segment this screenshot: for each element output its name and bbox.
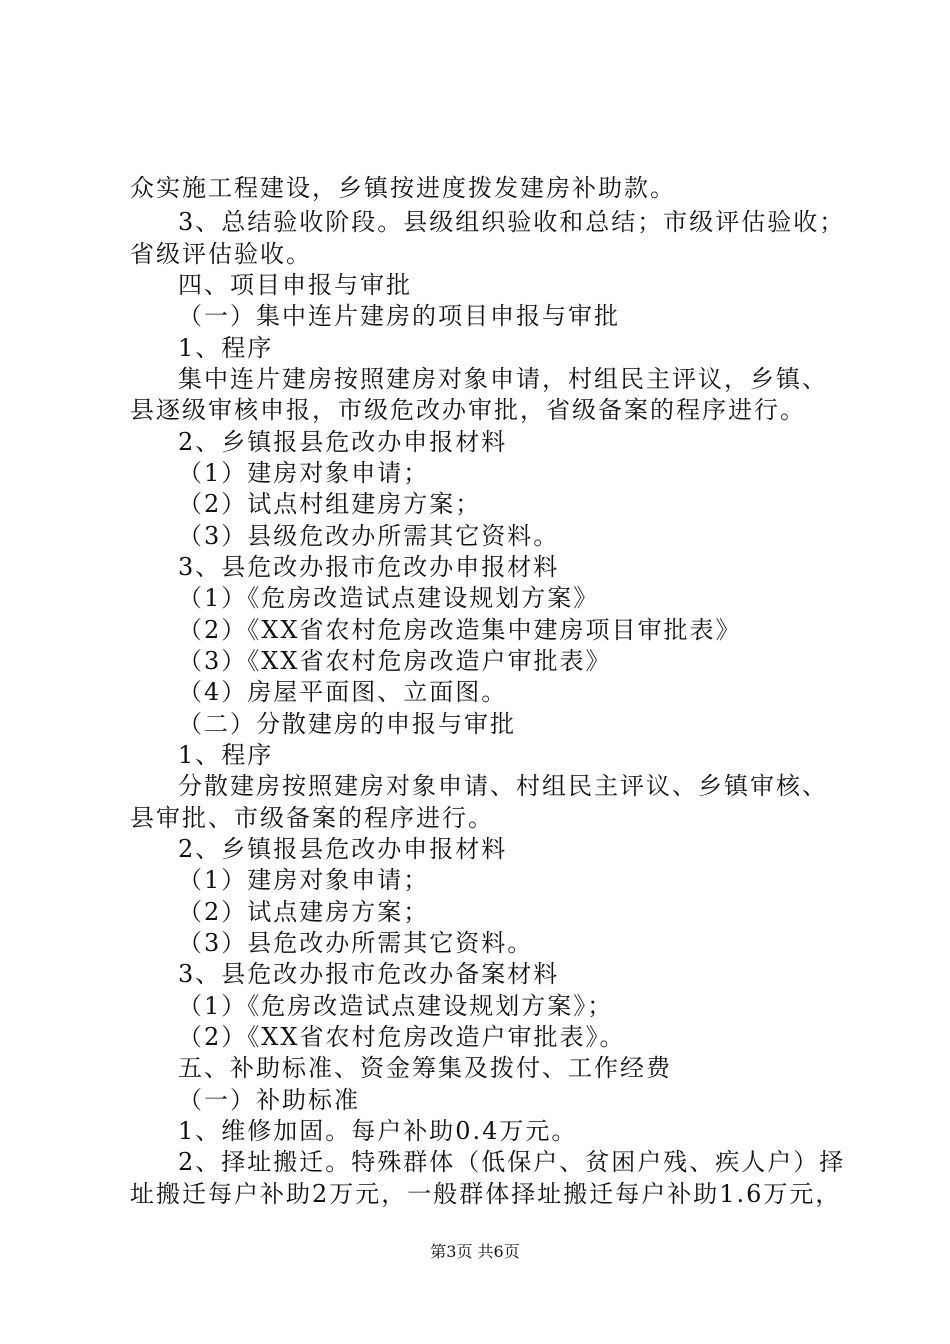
- text-line: 1、维修加固。每户补助0.4万元。: [178, 1117, 578, 1145]
- list-item: （1）建房对象申请；: [178, 459, 430, 487]
- text-line: 1、程序: [178, 334, 274, 362]
- text-line: 3、县危改办报市危改办备案材料: [178, 960, 560, 988]
- text-line: 1、程序: [178, 741, 274, 769]
- list-item: （2）试点建房方案；: [178, 898, 430, 926]
- list-item: （3）县级危改办所需其它资料。: [178, 522, 560, 550]
- list-item: （1）《危房改造试点建设规划方案》；: [178, 992, 614, 1020]
- text-line: 2、乡镇报县危改办申报材料: [178, 835, 508, 863]
- text-line: 众实施工程建设，乡镇按进度拨发建房补助款。: [130, 174, 676, 202]
- page-footer: 第3页 共6页: [430, 1242, 520, 1261]
- list-item: （2）《XX省农村危房改造集中建房项目审批表》: [178, 616, 742, 644]
- list-item: （3）《XX省农村危房改造户审批表》: [178, 647, 612, 675]
- list-item: （1）《危房改造试点建设规划方案》: [178, 584, 600, 612]
- text-line: 址搬迁每户补助2万元，一般群体择址搬迁每户补助1.6万元，: [130, 1180, 842, 1208]
- list-item: （3）县危改办所需其它资料。: [178, 929, 534, 957]
- text-line: 集中连片建房按照建房对象申请，村组民主评议，乡镇、: [178, 365, 828, 393]
- text-line: 3、县危改办报市危改办申报材料: [178, 553, 560, 581]
- list-item: （4）房屋平面图、立面图。: [178, 678, 508, 706]
- list-item: （1）建房对象申请；: [178, 866, 430, 894]
- text-line: 县逐级审核申报，市级危改办审批，省级备案的程序进行。: [130, 396, 806, 424]
- list-item: （2）试点村组建房方案；: [178, 490, 482, 518]
- subsection-heading: （一）集中连片建房的项目申报与审批: [178, 302, 620, 330]
- text-line: 分散建房按照建房对象申请、村组民主评议、乡镇审核、: [178, 772, 828, 800]
- subsection-heading: （二）分散建房的申报与审批: [178, 710, 516, 738]
- text-line: 县审批、市级备案的程序进行。: [130, 804, 494, 832]
- section-heading: 五、补助标准、资金筹集及拨付、工作经费: [178, 1054, 672, 1082]
- text-line: 2、择址搬迁。特殊群体（低保户、贫困户残、疾人户）择: [178, 1148, 846, 1176]
- text-line: 2、乡镇报县危改办申报材料: [178, 428, 508, 456]
- subsection-heading: （一）补助标准: [178, 1086, 360, 1114]
- list-item: （2）《XX省农村危房改造户审批表》。: [178, 1023, 626, 1051]
- section-heading: 四、项目申报与审批: [178, 271, 412, 299]
- text-line: 3、总结验收阶段。县级组织验收和总结；市级评估验收；: [178, 208, 846, 236]
- text-line: 省级评估验收。: [130, 240, 312, 268]
